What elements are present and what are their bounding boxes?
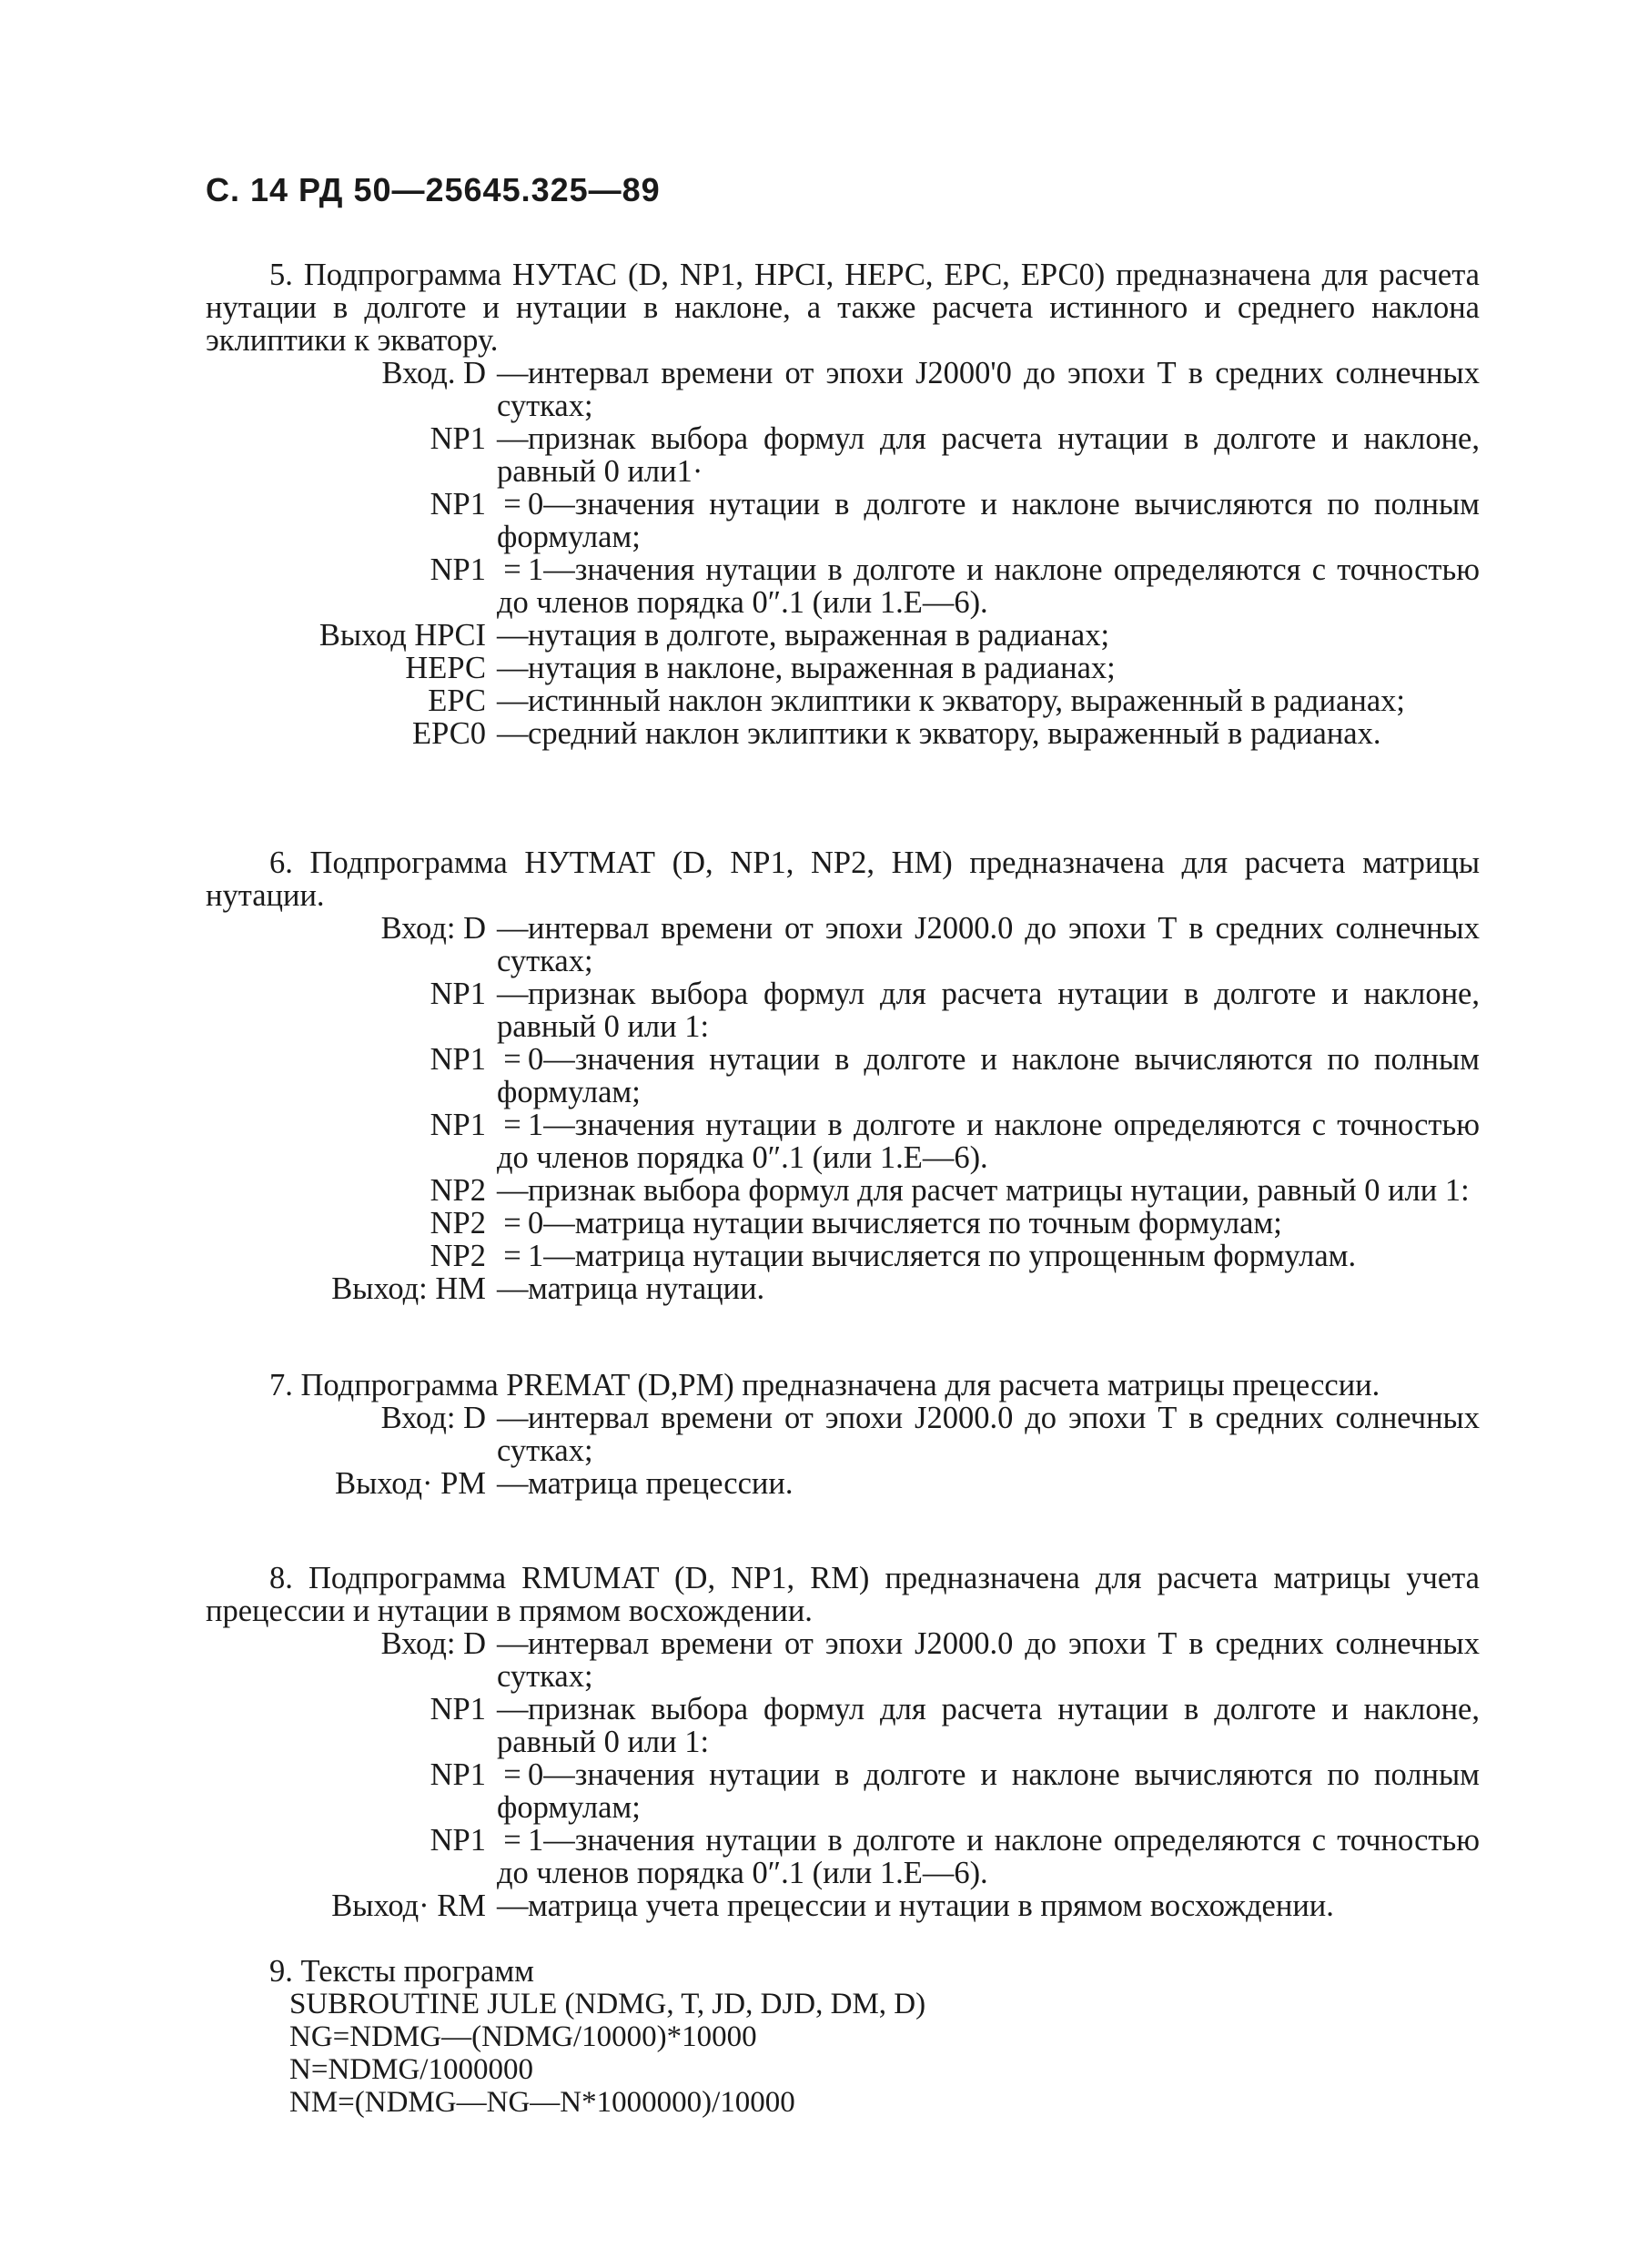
definition-row: Выход НPCI —нутация в долготе, выраженная в радианах; — [318, 618, 1110, 653]
definition-row: NP1 = 0—значения нутации в долготе и наклоне вычисляются по полным формулам; — [430, 487, 1480, 554]
definition-row: NP1 = 1—значения нутации в долготе и наклоне определяются с точностью до членов порядка 0″.1 (или 1.Е—6). — [430, 1108, 1480, 1175]
definition-row: NP1 = 1—значения нутации в долготе и наклоне определяются с точностью до членов порядка 0″.1 (или 1.Е—6). — [430, 552, 1480, 620]
definition-row: NP1 —признак выбора формул для расчета нутации в долготе и наклоне, равный 0 или 1: — [430, 977, 1480, 1044]
definition-row: NP2 —признак выбора формул для расчет матрицы нутации, равный 0 или 1: — [430, 1173, 1470, 1208]
code-line: NG=NDMG—(NDMG/10000)*10000 — [289, 2020, 757, 2053]
section-5-definitions — [206, 357, 1480, 750]
section-7-definitions — [206, 1402, 1480, 1500]
definition-row: НЕРС —нутация в наклоне, выраженная в радианах; — [405, 651, 1116, 685]
section-5 — [206, 258, 1480, 750]
definition-row: Вход. D —интервал времени от эпохи J2000'0 до эпохи Т в средних солнечных сутках; — [381, 356, 1480, 423]
definition-row: NP2 = 0—матрица нутации вычисляется по точным формулам; — [430, 1206, 1282, 1240]
code-line: N=NDMG/1000000 — [289, 2053, 533, 2086]
definition-row: Вход: D —интервал времени от эпохи J2000.0 до эпохи Т в средних солнечных сутках; — [380, 911, 1480, 978]
section-7-paragraph: 7. Подпрограмма PREMAT (D,PM) предназначена для расчета матрицы прецессии. — [269, 1368, 1380, 1402]
section-8 — [206, 1562, 1480, 1922]
code-listing — [289, 1988, 1563, 2119]
page-header: С. 14 РД 50—25645.325—89 — [206, 171, 661, 208]
section-6-paragraph: 6. Подпрограмма НУТМАТ (D, NP1, NP2, HM) предназначена для расчета матрицы нутации. — [206, 845, 1480, 913]
section-8-paragraph: 8. Подпрограмма RMUMAT (D, NP1, RM) предназначена для расчета матрицы учета прецессии и нутации в прямом восхождении. — [206, 1561, 1480, 1628]
code-line: SUBROUTINE JULE (NDMG, T, JD, DJD, DM, D) — [289, 1988, 926, 2020]
code-line: NM=(NDMG—NG—N*1000000)/10000 — [289, 2086, 795, 2119]
section-6 — [206, 846, 1480, 1305]
definition-row: Вход: D —интервал времени от эпохи J2000.0 до эпохи Т в средних солнечных сутках; — [380, 1626, 1480, 1694]
definition-row: NP1 = 0—значения нутации в долготе и наклоне вычисляются по полным формулам; — [430, 1757, 1480, 1825]
section-7 — [206, 1369, 1480, 1500]
definition-row: Выход: НМ —матрица нутации. — [331, 1271, 765, 1306]
definition-row: NP2 = 1—матрица нутации вычисляется по упрощенным формулам. — [430, 1239, 1357, 1273]
definition-row: NP1 —признак выбора формул для расчета нутации в долготе и наклоне, равный 0 или 1: — [430, 1692, 1480, 1759]
section-9-title: 9. Тексты программ — [269, 1954, 535, 1989]
definition-row: NP1 = 1—значения нутации в долготе и наклоне определяются с точностью до членов порядка 0″.1 (или 1.Е—6). — [430, 1823, 1480, 1890]
definition-row: Выход· RM —матрица учета прецессии и нутации в прямом восхождении. — [331, 1888, 1334, 1923]
definition-row: ЕРС0 —средний наклон эклиптики к экватору, выраженный в радианах. — [412, 716, 1381, 751]
section-6-definitions — [206, 912, 1480, 1305]
definition-row: NP1 = 0—значения нутации в долготе и наклоне вычисляются по полным формулам; — [430, 1042, 1480, 1109]
definition-row: NP1 —признак выбора формул для расчета нутации в долготе и наклоне, равный 0 или1· — [430, 421, 1480, 489]
section-5-paragraph: 5. Подпрограмма НУТАС (D, NP1, HPCI, НЕРС, ЕРС, ЕРС0) предназначена для расчета нутации в долготе и нутации в наклоне, а также расчета истинного и среднего наклона эклиптики к экватору. — [206, 258, 1480, 358]
section-8-definitions — [206, 1627, 1480, 1922]
definition-row: Выход· РМ —матрица прецессии. — [335, 1466, 794, 1501]
definition-row: ЕРС —истинный наклон эклиптики к экватору, выраженный в радианах; — [428, 683, 1405, 718]
definition-row: Вход: D —интервал времени от эпохи J2000.0 до эпохи Т в средних солнечных сутках; — [380, 1401, 1480, 1468]
